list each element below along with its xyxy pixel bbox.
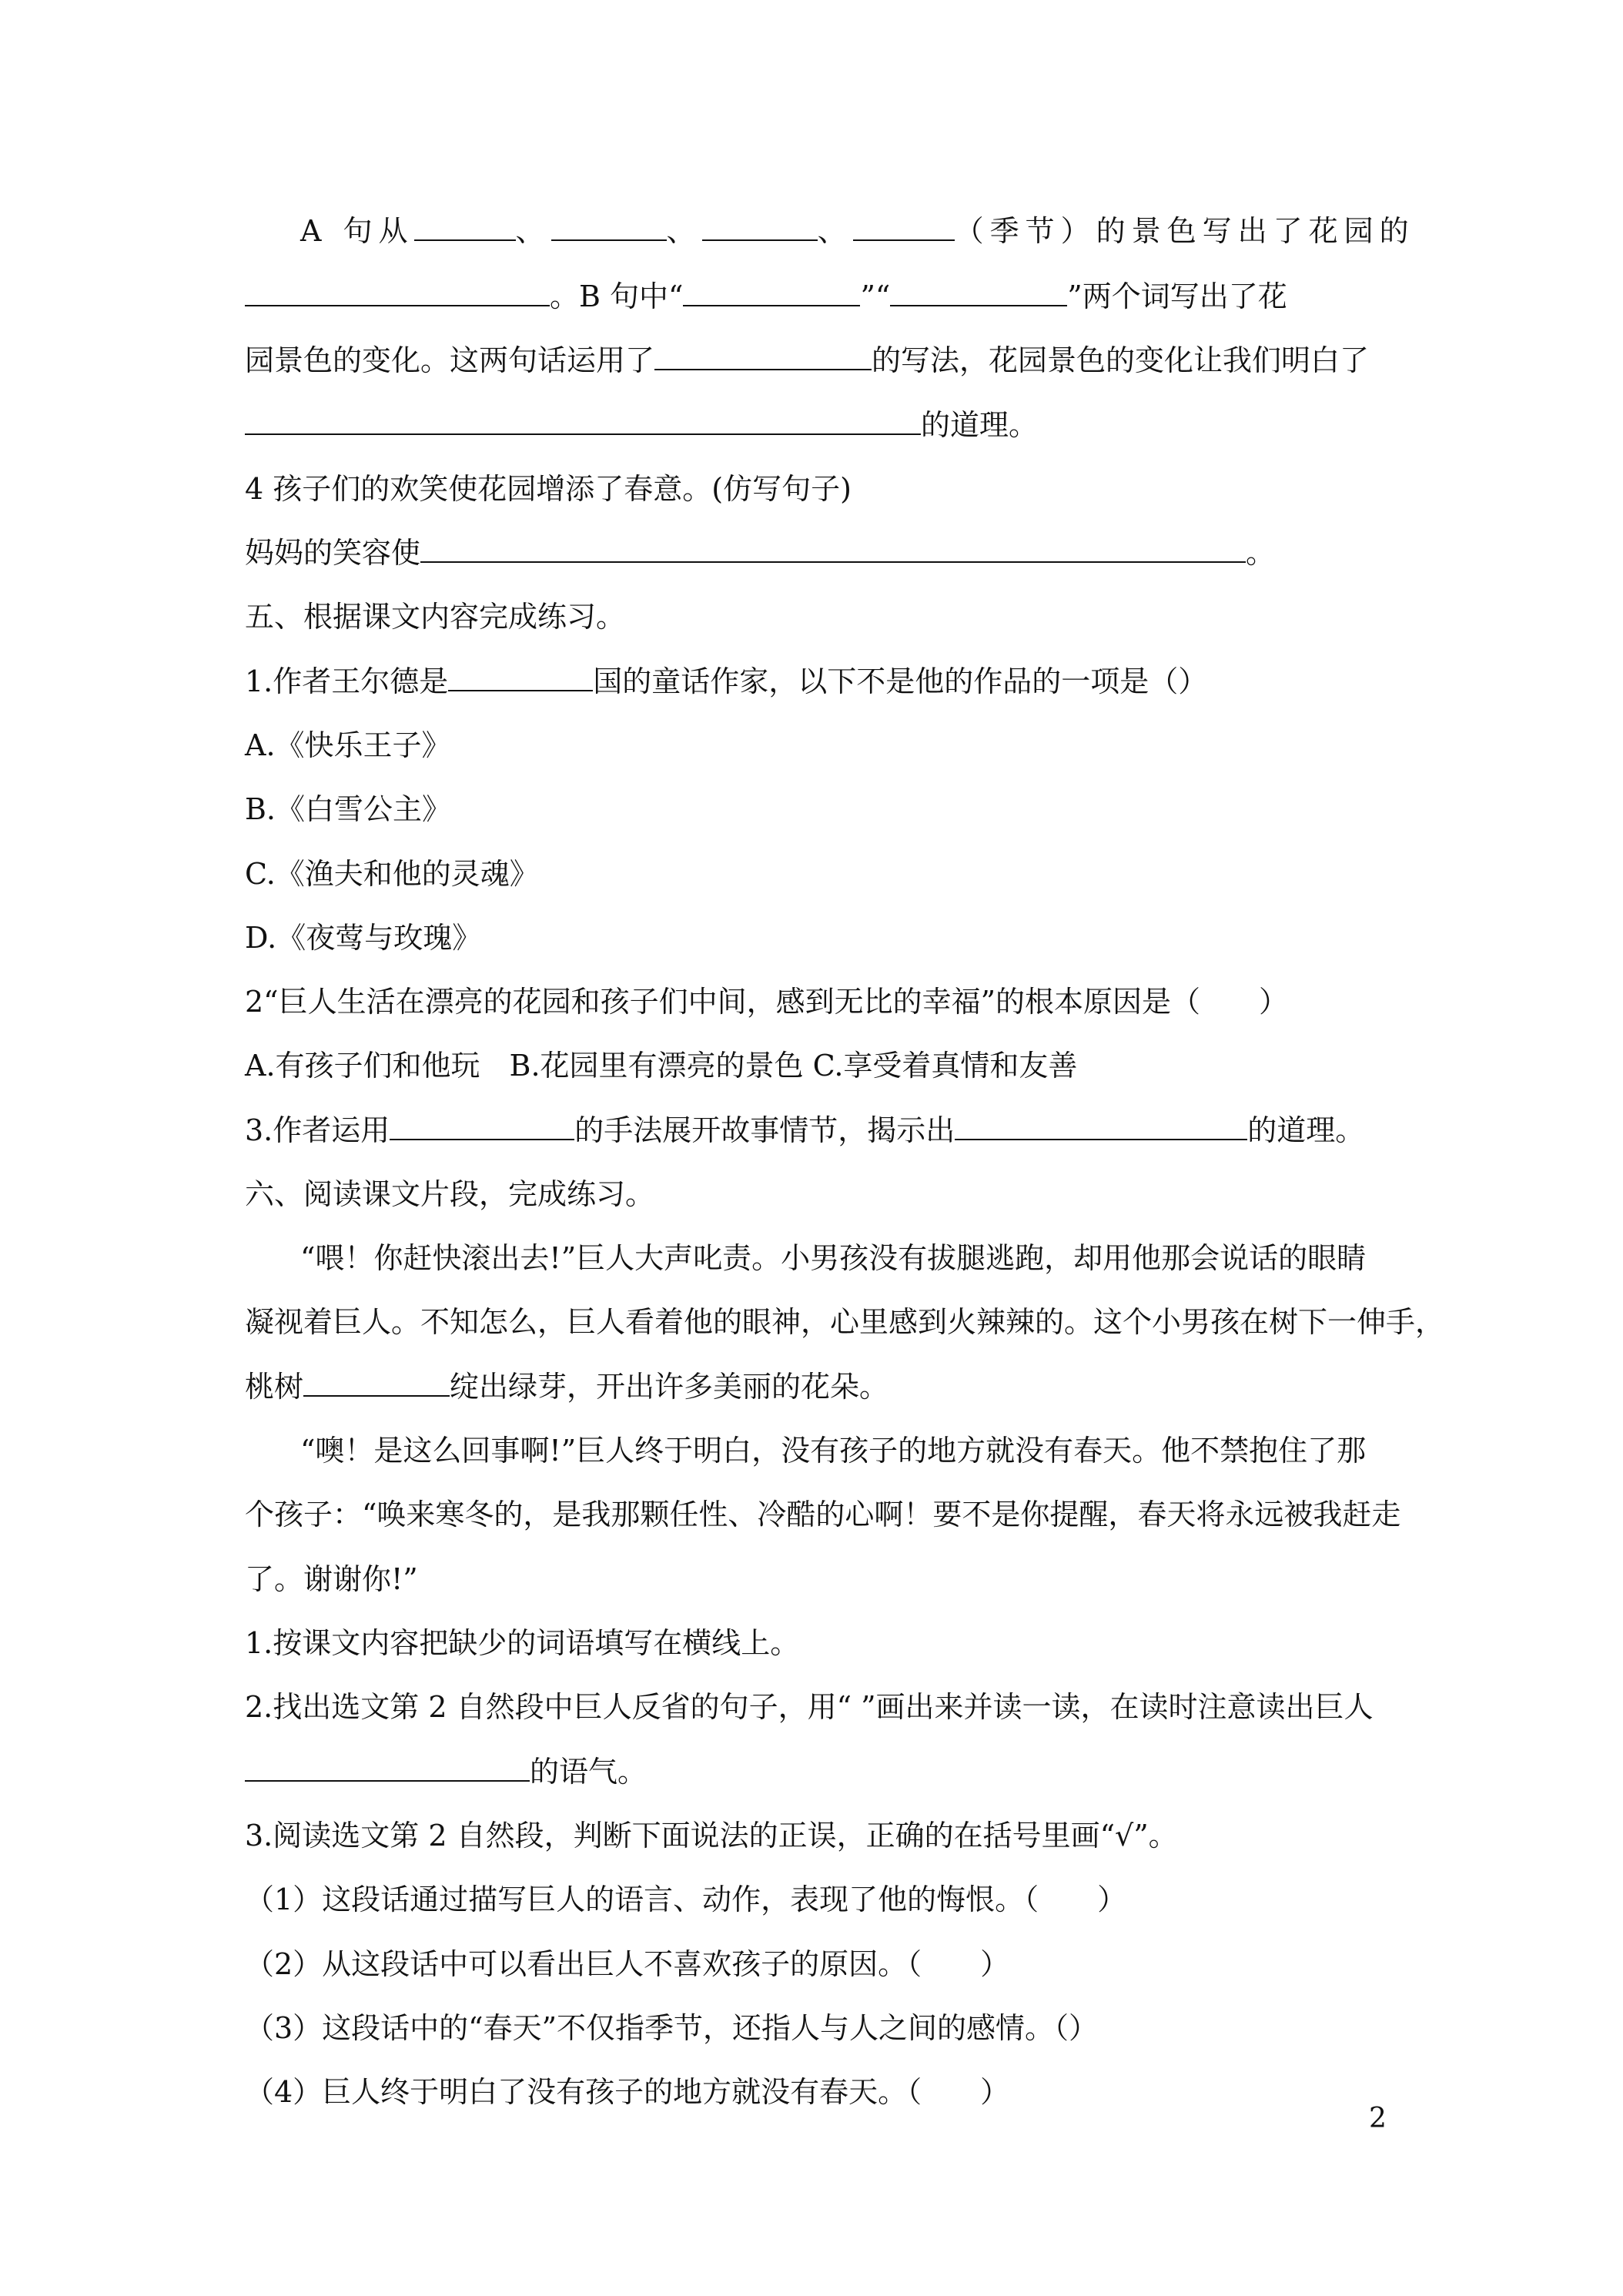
q4-4-answer-prefix: 妈妈的笑容使 xyxy=(245,536,421,570)
q4-3-line4 xyxy=(245,406,1038,444)
answer-blank[interactable] xyxy=(245,407,921,435)
answer-blank[interactable] xyxy=(420,535,1246,563)
q4-3-line2-text: ”两个词写出了花 xyxy=(1067,279,1287,313)
s6-q3-item: （2）从这段话中可以看出巨人不喜欢孩子的原因。（ ） xyxy=(245,1947,1010,1981)
s5-q1-option-d: D.《夜莺与玫瑰》 xyxy=(245,921,482,955)
answer-blank[interactable] xyxy=(414,213,516,241)
answer-blank[interactable] xyxy=(683,279,860,306)
answer-blank[interactable] xyxy=(955,1113,1247,1140)
s5-q1-option-b: B.《白雪公主》 xyxy=(245,792,452,826)
q4-3-line2-text: ”“ xyxy=(860,279,891,313)
answer-blank[interactable] xyxy=(448,664,593,691)
s5-q1-option-c: C.《渔夫和他的灵魂》 xyxy=(245,857,539,891)
answer-blank[interactable] xyxy=(245,1754,530,1782)
answer-blank[interactable] xyxy=(551,213,667,241)
passage-line: 了。谢谢你!” xyxy=(245,1562,418,1596)
passage-text: 桃树 xyxy=(245,1370,304,1404)
answer-blank[interactable] xyxy=(654,343,872,370)
s5-q3-text: 3.作者运用 xyxy=(245,1113,390,1147)
answer-blank[interactable] xyxy=(702,213,818,241)
s5-q3 xyxy=(245,1111,1364,1150)
separator: 、 xyxy=(515,214,551,248)
q4-4-answer-line xyxy=(245,534,1275,572)
q4-3-season-note: （季节）的景色写出了花园的 xyxy=(954,214,1415,248)
q4-3-line2-text: 。B 句中“ xyxy=(550,279,684,313)
q4-4-prompt: 4 孩子们的欢笑使花园增添了春意。(仿写句子) xyxy=(245,472,852,506)
s5-q1-text: 国的童话作家，以下不是他的作品的一项是（） xyxy=(593,664,1208,698)
answer-blank[interactable] xyxy=(245,279,550,306)
passage-line: 个孩子：“唤来寒冬的，是我那颗任性、冷酷的心啊！要不是你提醒，春天将永远被我赶走 xyxy=(245,1498,1401,1531)
worksheet-page xyxy=(245,0,1445,2296)
q4-3-line1 xyxy=(300,212,1415,250)
s5-q3-text: 的道理。 xyxy=(1247,1113,1365,1147)
passage-line xyxy=(245,1367,888,1406)
q4-3-line4-text: 的道理。 xyxy=(921,408,1039,442)
passage-line: 凝视着巨人。不知怎么，巨人看着他的眼神，心里感到火辣辣的。这个小男孩在树下一伸手， xyxy=(245,1305,1445,1339)
separator: 、 xyxy=(817,214,853,248)
page-number: 2 xyxy=(1369,2103,1387,2134)
q4-3-line3 xyxy=(245,341,1369,380)
passage-text: 绽出绿芽，开出许多美丽的花朵。 xyxy=(450,1370,889,1404)
q4-4-answer-suffix: 。 xyxy=(1246,536,1276,570)
s5-q2-options: A.有孩子们和他玩 B.花园里有漂亮的景色 C.享受着真情和友善 xyxy=(245,1049,1078,1083)
q4-3-line3-text: 的写法，花园景色的变化让我们明白了 xyxy=(872,343,1370,377)
s6-q2-line2 xyxy=(245,1752,647,1791)
s6-q2-text: 的语气。 xyxy=(530,1755,648,1789)
section5-title: 五、根据课文内容完成练习。 xyxy=(245,600,626,634)
q4-3-line2 xyxy=(245,277,1287,316)
answer-blank[interactable] xyxy=(390,1113,574,1140)
s6-q2-line1: 2.找出选文第 2 自然段中巨人反省的句子，用“ ”画出来并读一读，在读时注意读出巨人 xyxy=(245,1690,1374,1724)
s5-q1-option-a: A.《快乐王子》 xyxy=(245,728,451,762)
q4-3-prefix: A 句从 xyxy=(300,214,414,248)
answer-blank[interactable] xyxy=(890,279,1067,306)
answer-blank[interactable] xyxy=(853,213,955,241)
q4-3-line3-text: 园景色的变化。这两句话运用了 xyxy=(245,343,655,377)
passage-line: “噢！是这么回事啊!”巨人终于明白，没有孩子的地方就没有春天。他不禁抱住了那 xyxy=(300,1434,1367,1468)
passage-line: “喂！你赶快滚出去!”巨人大声叱责。小男孩没有拔腿逃跑，却用他那会说话的眼睛 xyxy=(300,1241,1367,1275)
s6-q3-item: （3）这段话中的“春天”不仅指季节，还指人与人之间的感情。（） xyxy=(245,2011,1099,2045)
s6-q3-item: （1）这段话通过描写巨人的语言、动作，表现了他的悔恨。（ ） xyxy=(245,1883,1127,1916)
s5-q1-text: 1.作者王尔德是 xyxy=(245,664,449,698)
section6-title: 六、阅读课文片段，完成练习。 xyxy=(245,1177,655,1211)
s6-q1: 1.按课文内容把缺少的词语填写在横线上。 xyxy=(245,1626,800,1660)
s6-q3-item: （4）巨人终于明白了没有孩子的地方就没有春天。（ ） xyxy=(245,2075,1010,2109)
separator: 、 xyxy=(666,214,702,248)
answer-blank[interactable] xyxy=(303,1369,450,1397)
s5-q3-text: 的手法展开故事情节，揭示出 xyxy=(574,1113,955,1147)
s5-q1 xyxy=(245,662,1207,701)
s5-q2-question: 2“巨人生活在漂亮的花园和孩子们中间，感到无比的幸福”的根本原因是（ ） xyxy=(245,985,1289,1019)
s6-q3-prompt: 3.阅读选文第 2 自然段，判断下面说法的正误，正确的在括号里画“√”。 xyxy=(245,1819,1178,1853)
